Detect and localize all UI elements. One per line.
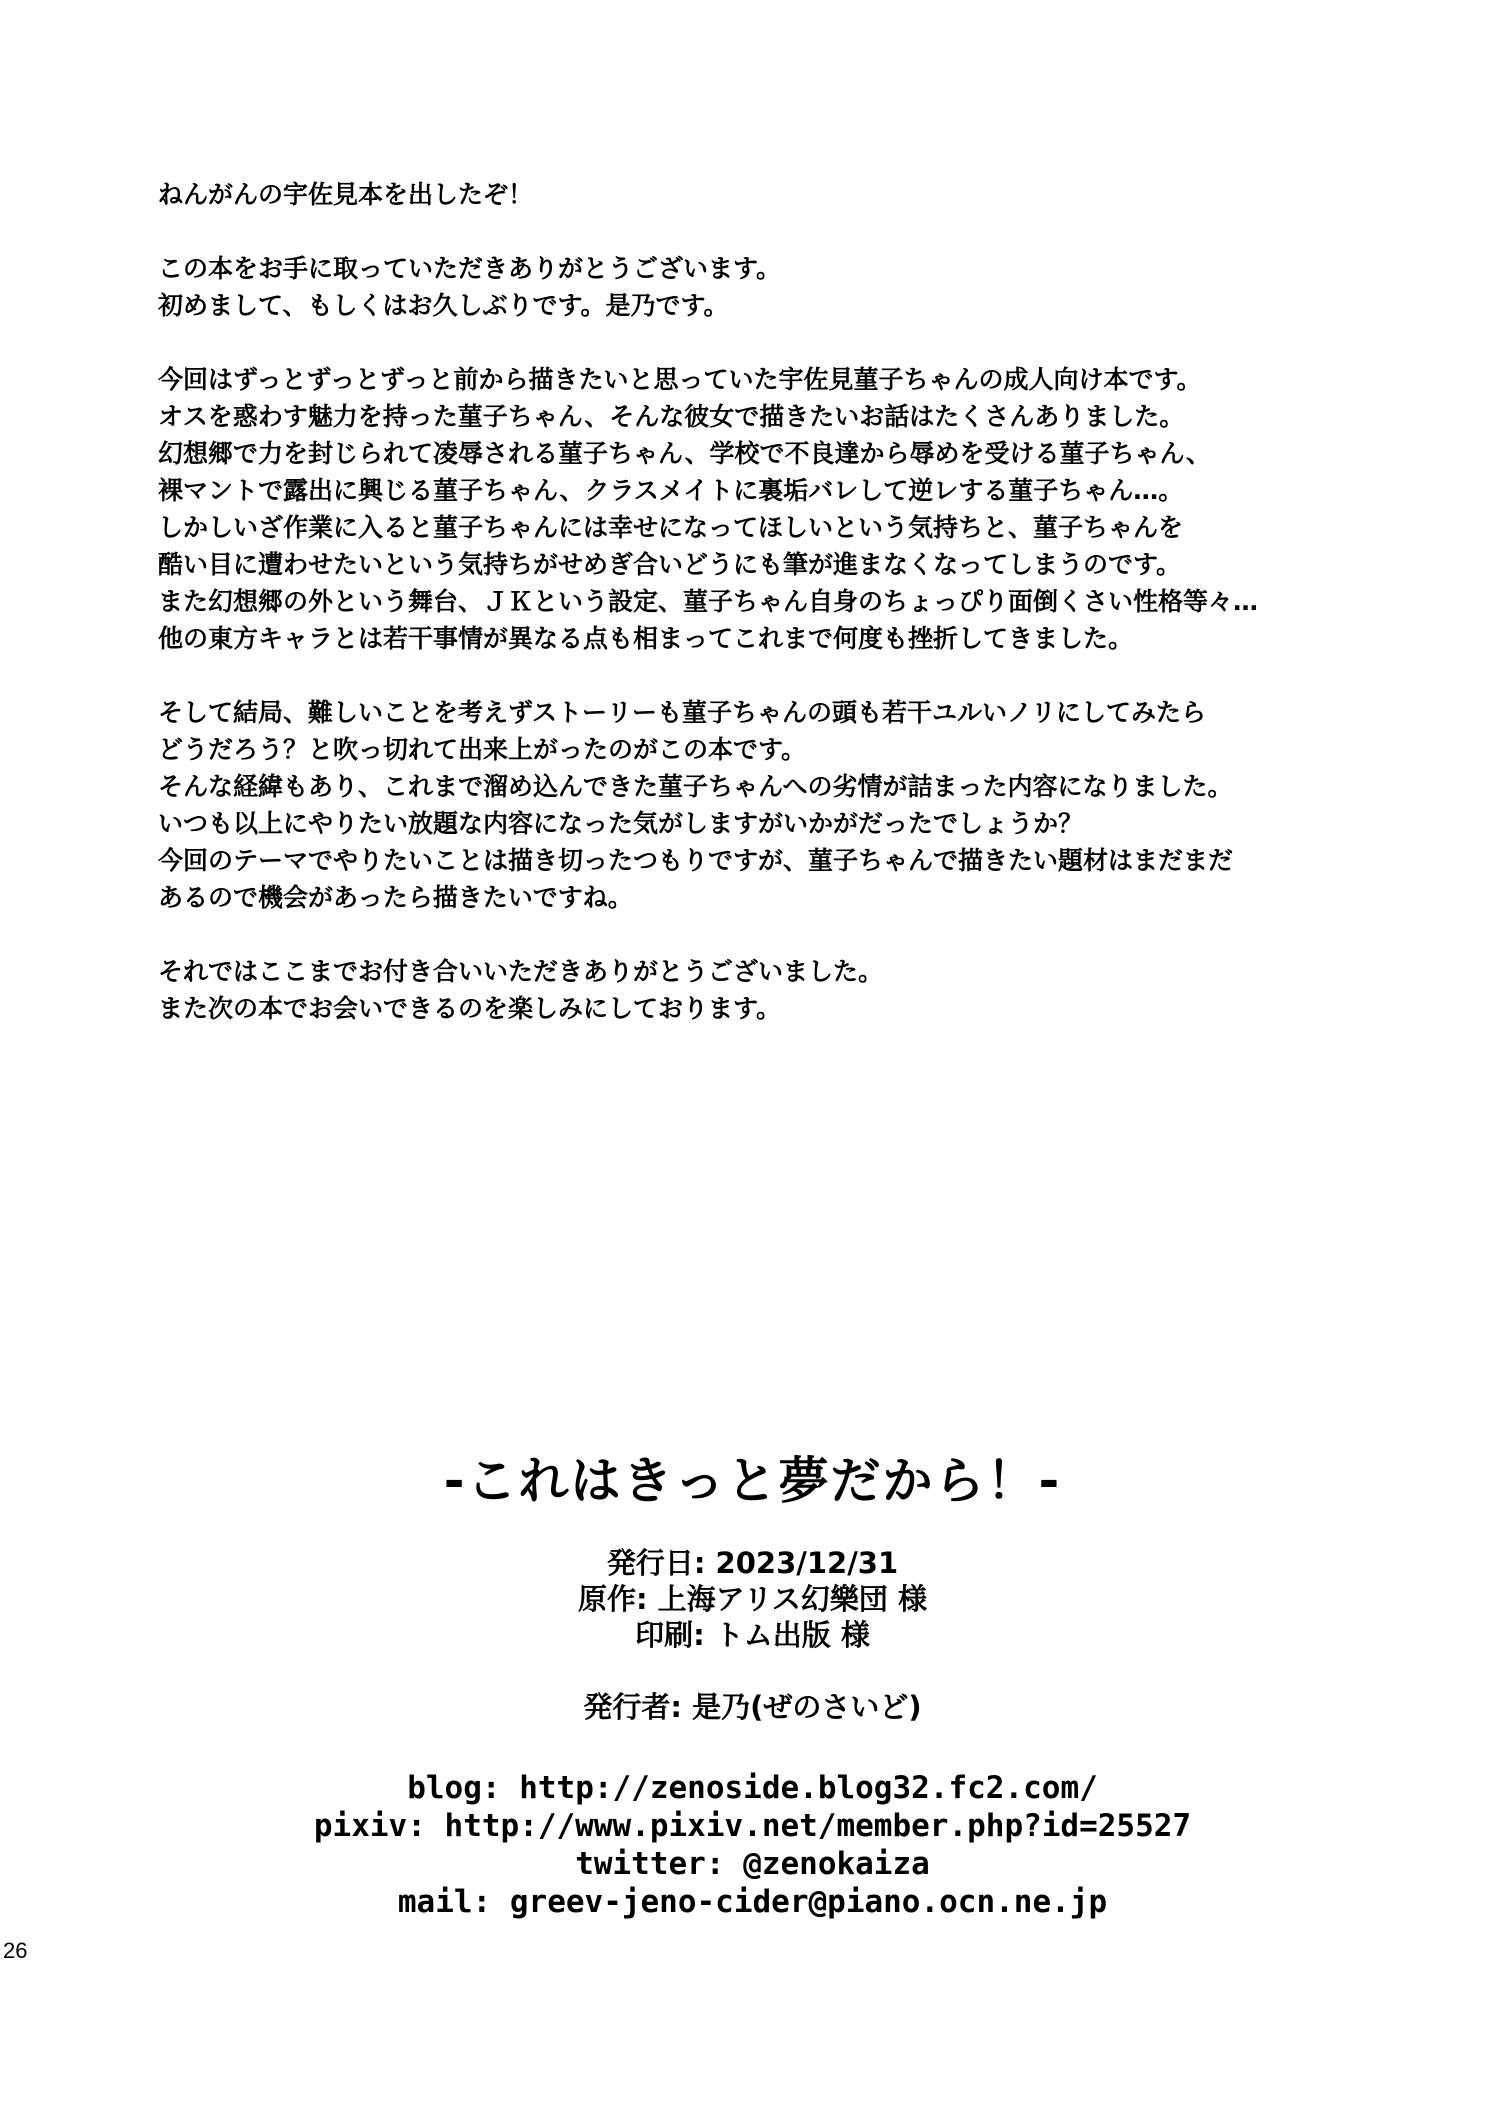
afterword-line: あるので機会があったら描きたいですね。 bbox=[158, 883, 633, 912]
issue-date: 発行日: 2023/12/31 bbox=[606, 1546, 899, 1580]
publisher: 発行者: 是乃(ぜのさいど) bbox=[583, 1690, 922, 1724]
original-work: 原作: 上海アリス幻樂団 様 bbox=[577, 1582, 928, 1616]
afterword-line: 酷い目に遭わせたいという気持ちがせめぎ合いどうにも筆が進まなくなってしまうのです。 bbox=[158, 550, 1182, 579]
afterword-line: 裸マントで露出に興じる菫子ちゃん、クラスメイトに裏垢バレして逆レする菫子ちゃん…。 bbox=[158, 476, 1184, 505]
afterword-line: それではここまでお付き合いいただきありがとうございました。 bbox=[158, 957, 884, 986]
afterword-paragraph-3 bbox=[158, 361, 1408, 657]
book-title: -これはきっと夢だから！- bbox=[443, 1452, 1062, 1510]
afterword-line: いつも以上にやりたい放題な内容になった気がしますがいかがだったでしょうか？ bbox=[158, 809, 1084, 838]
afterword-line: また次の本でお会いできるのを楽しみにしております。 bbox=[158, 994, 782, 1023]
afterword-text bbox=[158, 176, 1408, 1064]
afterword-line: オスを惑わす魅力を持った菫子ちゃん、そんな彼女で描きたいお話はたくさんありました。 bbox=[158, 402, 1185, 431]
page-number: 26 bbox=[3, 1938, 28, 1963]
printing-company: 印刷: トム出版 様 bbox=[635, 1618, 870, 1652]
contact-links bbox=[0, 1769, 1505, 1921]
blog-link: blog: http://zenoside.blog32.fc2.com/ bbox=[407, 1770, 1098, 1806]
afterword-line: 他の東方キャラとは若干事情が異なる点も相まってこれまで何度も挫折してきました。 bbox=[158, 624, 1134, 653]
publication-info bbox=[0, 1545, 1505, 1653]
afterword-line: また幻想郷の外という舞台、ＪＫという設定、菫子ちゃん自身のちょっぴり面倒くさい性格等々… bbox=[158, 587, 1259, 616]
afterword-line: ねんがんの宇佐見本を出したぞ！ bbox=[158, 180, 534, 209]
mail-address: mail: greev-jeno-cider@piano.ocn.ne.jp bbox=[397, 1884, 1108, 1920]
afterword-line: 幻想郷で力を封じられて凌辱される菫子ちゃん、学校で不良達から辱めを受ける菫子ちゃん、 bbox=[158, 439, 1212, 468]
afterword-paragraph-2 bbox=[158, 250, 1408, 324]
afterword-line: しかしいざ作業に入ると菫子ちゃんには幸せになってほしいという気持ちと、菫子ちゃんを bbox=[158, 513, 1184, 542]
afterword-line: 初めまして、もしくはお久しぶりです。是乃です。 bbox=[158, 291, 729, 320]
afterword-line: この本をお手に取っていただきありがとうございます。 bbox=[158, 254, 782, 283]
afterword-paragraph-5 bbox=[158, 953, 1408, 1027]
afterword-paragraph-1 bbox=[158, 176, 1408, 213]
pixiv-link: pixiv: http://www.pixiv.net/member.php?id=25527 bbox=[313, 1808, 1192, 1844]
twitter-handle: twitter: @zenokaiza bbox=[575, 1846, 930, 1882]
afterword-line: 今回のテーマでやりたいことは描き切ったつもりですが、菫子ちゃんで描きたい題材はまだまだ bbox=[158, 846, 1234, 875]
afterword-line: そんな経緯もあり、これまで溜め込んできた菫子ちゃんへの劣情が詰まった内容になりました。 bbox=[158, 772, 1233, 801]
afterword-line: そして結局、難しいことを考えずストーリーも菫子ちゃんの頭も若干ユルいノリにしてみたら bbox=[158, 698, 1207, 727]
afterword-line: 今回はずっとずっとずっと前から描きたいと思っていた宇佐見菫子ちゃんの成人向け本です。 bbox=[158, 365, 1202, 394]
afterword-paragraph-4 bbox=[158, 694, 1408, 916]
afterword-line: どうだろう？と吹っ切れて出来上がったのがこの本です。 bbox=[158, 735, 807, 764]
colophon bbox=[0, 1445, 1505, 1921]
